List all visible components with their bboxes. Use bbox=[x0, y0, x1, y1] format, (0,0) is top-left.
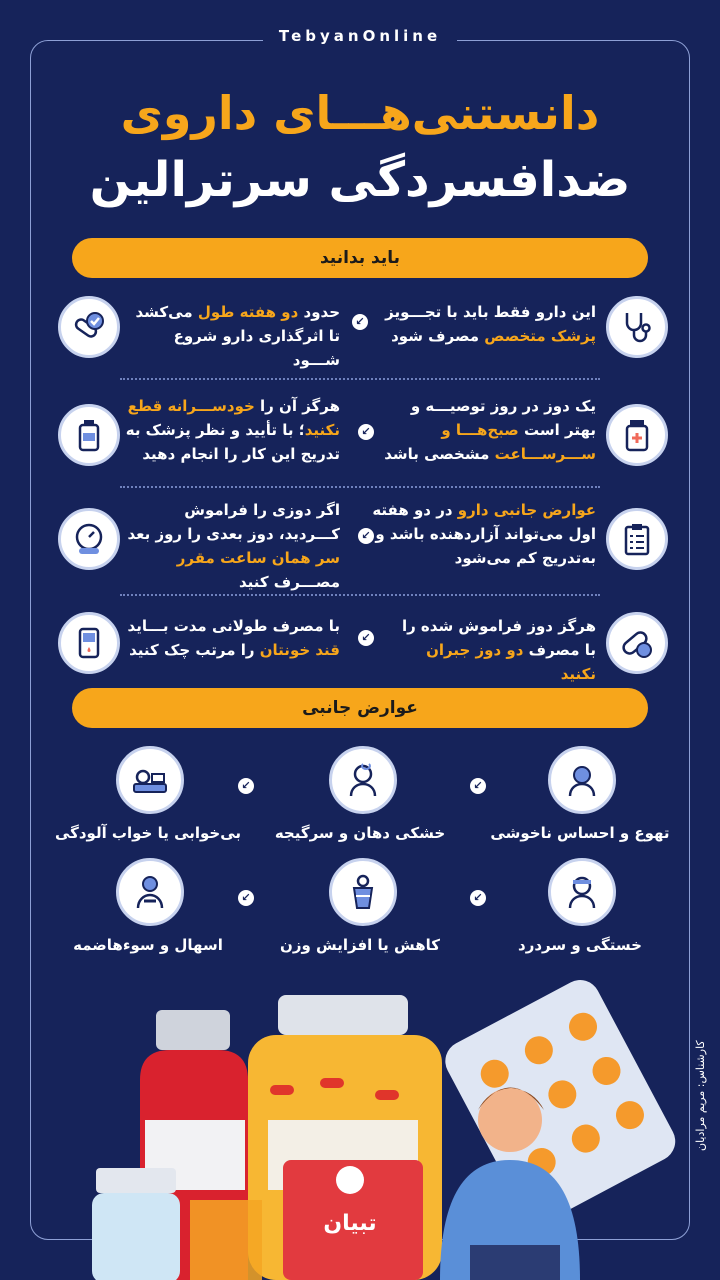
logo-text: تبیان bbox=[323, 1211, 377, 1236]
tip-text: مصـــرف کنید bbox=[238, 573, 340, 591]
tip-no-double-dose bbox=[390, 614, 596, 686]
headache-icon bbox=[548, 858, 616, 926]
tip-do-not-stop bbox=[124, 394, 340, 466]
tip-highlight: دو دوز جبران نکنید bbox=[426, 641, 596, 683]
tip-highlight: دو هفته طول bbox=[197, 303, 299, 321]
title-line-2: ضدافسردگی سرترالین bbox=[89, 152, 631, 208]
medicine-cup-image bbox=[190, 1200, 262, 1280]
brand-header bbox=[0, 26, 720, 45]
side-effect-label: خشکی دهان و سرگیجه bbox=[274, 824, 446, 842]
tip-text: یک دوز در روز توصیـــه و بهتر است bbox=[410, 397, 596, 439]
tip-text: این دارو فقط باید با تجـــویز bbox=[385, 303, 596, 321]
clipboard-icon bbox=[606, 508, 668, 570]
tip-missed-dose bbox=[124, 498, 340, 594]
nausea-icon bbox=[548, 746, 616, 814]
blood-pressure-icon bbox=[58, 508, 120, 570]
tip-two-weeks-effect bbox=[124, 300, 340, 372]
bullet-arrow-icon: ↙ bbox=[358, 424, 374, 440]
dotted-separator bbox=[120, 486, 600, 488]
tip-text: هرگز دوز فراموش شده را با مصرف bbox=[401, 617, 596, 659]
bullet-arrow-icon: ↙ bbox=[470, 778, 486, 794]
tip-text: مشخصی باشد bbox=[384, 445, 495, 463]
tip-text: را مرتب چک کنید bbox=[129, 641, 260, 659]
tip-side-effects-first-weeks bbox=[372, 498, 596, 570]
insomnia-icon bbox=[116, 746, 184, 814]
tip-highlight: پزشک متخصص bbox=[484, 327, 596, 345]
tip-specialist-prescription bbox=[376, 300, 596, 348]
bullet-arrow-icon: ↙ bbox=[358, 528, 374, 544]
bullet-arrow-icon: ↙ bbox=[238, 890, 254, 906]
glucose-meter-icon bbox=[58, 612, 120, 674]
tip-text: با مصرف طولانی مدت بـــاید bbox=[127, 617, 340, 635]
side-effect-label: تهوع و احساس ناخوشی bbox=[490, 824, 670, 842]
stomach-icon bbox=[116, 858, 184, 926]
tip-highlight: صبح‌هـــا و ســـرســـاعت bbox=[441, 421, 596, 463]
tip-text: می‌کشد تا اثرگذاری دارو شروع شـــود bbox=[135, 303, 340, 369]
tip-check-blood-sugar bbox=[124, 614, 340, 662]
side-effect-label: اسهال و سوءهاضمه bbox=[73, 936, 223, 954]
dotted-separator bbox=[120, 378, 600, 380]
bullet-arrow-icon: ↙ bbox=[358, 630, 374, 646]
stethoscope-icon bbox=[606, 296, 668, 358]
tip-daily-dose bbox=[384, 394, 596, 466]
expert-credit: کارشناس: مریم مرادیان bbox=[694, 1040, 707, 1151]
medicine-illustration bbox=[0, 960, 720, 1280]
weight-icon bbox=[329, 858, 397, 926]
tip-text: حدود bbox=[298, 303, 340, 321]
section-must-know-header: باید بدانید bbox=[72, 238, 648, 278]
tip-highlight: سر همان ساعت مقرر bbox=[176, 549, 340, 567]
title-line-1: دانستنی‌هـــای داروی bbox=[120, 86, 600, 140]
bullet-arrow-icon: ↙ bbox=[470, 890, 486, 906]
tip-text: در دو هفته اول می‌تواند آزاردهنده باشد و به‌تدریج کم می‌شود bbox=[372, 501, 596, 567]
dizziness-icon bbox=[329, 746, 397, 814]
pill-bottle-icon bbox=[58, 404, 120, 466]
section-side-effects-header: عوارض جانبی bbox=[72, 688, 648, 728]
tip-text: مصرف شود bbox=[391, 327, 485, 345]
pill-bottle-image bbox=[92, 1168, 180, 1280]
medicine-bottle-icon bbox=[606, 404, 668, 466]
tip-text: اگر دوزی را فراموش کـــردید، دوز بعدی را روز بعد bbox=[127, 501, 340, 543]
tip-highlight: خودســـرانه قطع نکنید bbox=[127, 397, 340, 439]
tip-highlight: عوارض جانبی دارو bbox=[457, 501, 596, 519]
side-effect-label: خستگی و سردرد bbox=[518, 936, 642, 954]
brand-name: TebyanOnline bbox=[263, 27, 457, 45]
side-effect-label: بی‌خوابی یا خواب آلودگی bbox=[54, 824, 242, 842]
tebyan-logo-icon bbox=[336, 1166, 364, 1194]
capsule-icon bbox=[606, 612, 668, 674]
bullet-arrow-icon: ↙ bbox=[238, 778, 254, 794]
pill-check-icon bbox=[58, 296, 120, 358]
dotted-separator bbox=[120, 594, 600, 596]
bullet-arrow-icon: ↙ bbox=[352, 314, 368, 330]
side-effect-label: کاهش یا افزایش وزن bbox=[280, 936, 440, 954]
tip-text: هرگز آن را bbox=[254, 397, 340, 415]
tip-highlight: قند خونتان bbox=[259, 641, 340, 659]
tip-text: ؛ با تأیید و نظر پزشک به تدریج این کار را انجام دهید bbox=[125, 421, 340, 463]
